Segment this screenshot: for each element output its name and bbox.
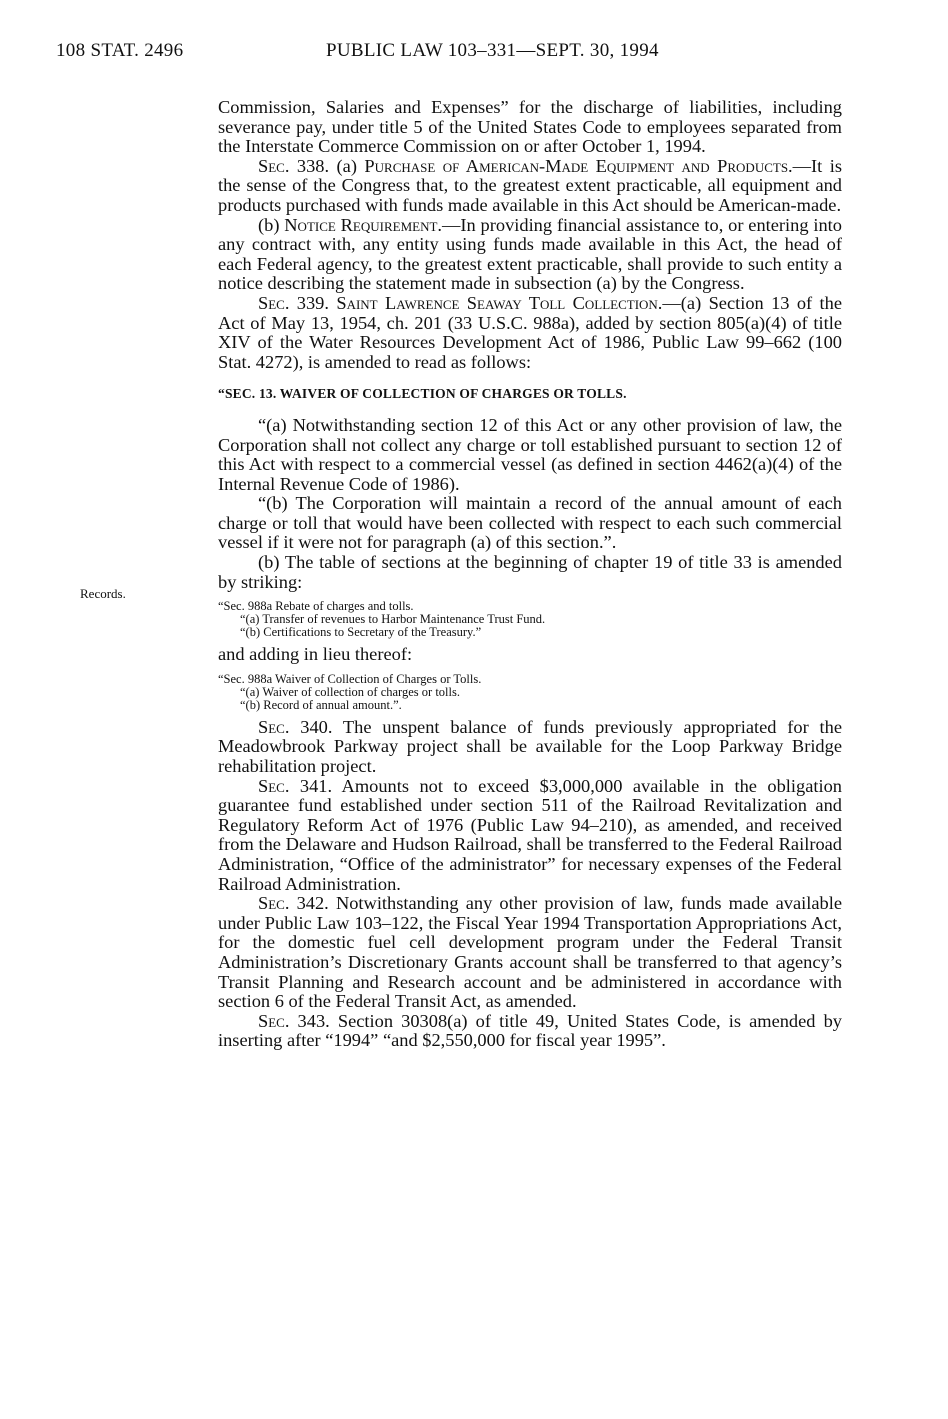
inserted-subsection-b: “(b) The Corporation will maintain a record of the annual amount of each charge or toll that would have been collected with respect to each such commercial vessel if it were not for paragraph (a) of this section.”. [218, 493, 842, 553]
statute-reference: 108 STAT. 2496 [56, 40, 184, 61]
table-entry: “Sec. 988a Waiver of Collection of Charges or Tolls. [218, 671, 482, 686]
struck-table-entries [218, 600, 842, 639]
section-341: Sec. 341. Amounts not to exceed $3,000,000 available in the obligation guarantee fund established under section 511 of the Railroad Revitalization and Regulatory Reform Act of 1976 (Public Law 94–210), as amended, and received from the Delaware and Hudson Railroad, shall be transferred to the Federal Railroad Administration, “Office of the administrator” for necessary expenses of the Federal Railroad Administration. [218, 775, 842, 894]
table-entry: “(a) Transfer of revenues to Harbor Maintenance Trust Fund. [240, 612, 546, 627]
inserted-subsection-a: “(a) Notwithstanding section 12 of this Act or any other provision of law, the Corporation shall not collect any charge or toll established pursuant to section 12 of this Act with respect to a commercial vessel (as defined in section 4462(a)(4) of the Internal Revenue Code of 1986). [218, 414, 842, 494]
table-entry: “(a) Waiver of collection of charges or tolls. [240, 684, 460, 699]
table-entry: “(b) Certifications to Secretary of the Treasury.” [240, 625, 482, 640]
section-343: Sec. 343. Section 30308(a) of title 49, United States Code, is amended by inserting after “1994” “and $2,550,000 for fiscal year 1995”. [218, 1010, 842, 1051]
section-339-b: (b) The table of sections at the beginning of chapter 19 of title 33 is amended by striking: [218, 552, 842, 592]
document-body [218, 98, 842, 1051]
inserted-section-heading: “SEC. 13. WAIVER OF COLLECTION OF CHARGES OR TOLLS. [218, 386, 627, 402]
public-law-reference: PUBLIC LAW 103–331—SEPT. 30, 1994 [326, 40, 659, 61]
section-339-a: Sec. 339. Saint Lawrence Seaway Toll Collection.—(a) Section 13 of the Act of May 13, 1954, ch. 201 (33 U.S.C. 988a), added by section 805(a)(4) of title XIV of the Water Resources Development Act of 1986, Public Law 99–662 (100 Stat. 4272), is amended to read as follows: [218, 292, 842, 372]
section-338-a: Sec. 338. (a) Purchase of American-Made Equipment and Products.—It is the sense of the Congress that, to the greatest extent practicable, all equipment and products purchased with funds made available in this Act should be American-made. [218, 155, 842, 215]
table-entry: “Sec. 988a Rebate of charges and tolls. [218, 599, 414, 614]
section-338-b: (b) Notice Requirement.—In providing financial assistance to, or entering into any contract with, any entity using funds made available in this Act, the head of each Federal agency, to the greatest extent practicable, shall provide to such entity a notice describing the statement made in subsection (a) by the Congress. [218, 214, 842, 294]
table-entry: “(b) Record of annual amount.”. [240, 697, 402, 712]
paragraph-continuation: Commission, Salaries and Expenses” for the discharge of liabilities, including severance pay, under title 5 of the United States Code to employees separated from the Interstate Commerce Commission on or after October 1, 1994. [218, 97, 842, 157]
section-340: Sec. 340. The unspent balance of funds previously appropriated for the Meadowbrook Parkway project shall be available for the Loop Parkway Bridge rehabilitation project. [218, 716, 843, 777]
section-342: Sec. 342. Notwithstanding any other provision of law, funds made available under Public Law 103–122, the Fiscal Year 1994 Transportation Appropriations Act, for the domestic fuel cell development program under the Federal Transit Administration’s Discretionary Grants account shall be transferred to that agency’s Transit Planning and Research account and be administered in accordance with section 6 of the Federal Transit Act, as amended. [218, 893, 843, 1012]
lieu-statement: and adding in lieu thereof: [218, 644, 413, 665]
added-table-entries [218, 673, 842, 712]
margin-note: Records. [80, 586, 126, 601]
